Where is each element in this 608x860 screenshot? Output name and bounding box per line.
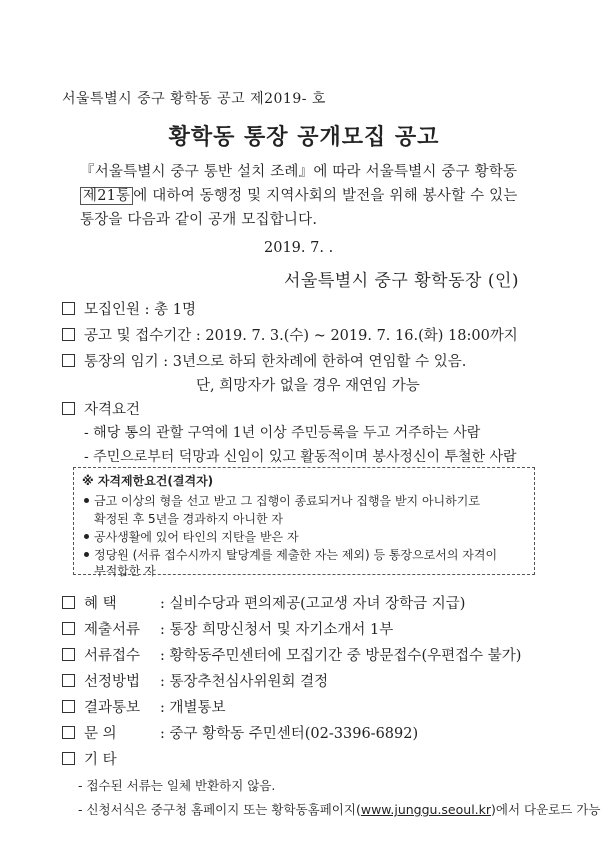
intro-line-2-text: 에 대하여 동행정 및 지역사회의 발전을 위해 봉사할 수 있는 <box>133 188 518 204</box>
item-etc <box>62 748 117 769</box>
checkbox-icon <box>62 674 75 687</box>
term-text-2: 단, 희망자가 없을 경우 재연임 가능 <box>196 378 420 394</box>
item-receipt <box>62 644 521 665</box>
checkbox-icon <box>62 622 75 635</box>
checkbox-icon <box>62 700 75 713</box>
documents-label: 제출서류 <box>84 622 141 638</box>
bullet-icon <box>84 552 89 557</box>
benefit-value: : 실비수당과 편의제공(고교생 자녀 장학금 지급) <box>160 596 466 612</box>
notice-number: 서울특별시 중구 황학동 공고 제2019- 호 <box>62 91 326 107</box>
checkbox-icon <box>62 402 75 415</box>
qualification-heading: 자격요건 <box>84 402 141 418</box>
item-qualification <box>62 398 140 419</box>
item-term <box>62 350 466 371</box>
documents-value: : 통장 희망신청서 및 자기소개서 1부 <box>160 622 394 638</box>
checkbox-icon <box>62 596 75 609</box>
restriction-item-3: 정당원 (서류 접수시까지 탈당계를 제출한 자는 제외) 등 통장으로서의 자격이 <box>84 546 497 563</box>
period-text: 공고 및 접수기간 : 2019. 7. 3.(수) ~ 2019. 7. 16.(화) 18:00까지 <box>84 328 518 344</box>
benefit-label: 혜 택 <box>84 596 117 612</box>
inquiry-label: 문 의 <box>84 726 117 742</box>
restriction-item-1: 금고 이상의 형을 선고 받고 그 집행이 종료되거나 집행을 받지 아니하기로 <box>84 492 480 509</box>
checkbox-icon <box>62 752 75 765</box>
term-text: 통장의 임기 : 3년으로 하되 한차례에 한하여 연임할 수 있음. <box>84 354 467 370</box>
qualification-2: - 주민으로부터 덕망과 신임이 있고 활동적이며 봉사정신이 투철한 사람 <box>84 449 517 465</box>
item-result <box>62 696 226 717</box>
selection-value: : 통장추천심사위원회 결정 <box>160 674 329 690</box>
footer-note-2: - 신청서식은 중구청 홈페이지 또는 황학동홈페이지(www.junggu.seoul.kr)에서 다운로드 가능 <box>78 802 601 817</box>
item-selection <box>62 670 328 691</box>
item-inquiry <box>62 722 418 743</box>
intro-line-2 <box>80 184 518 205</box>
issuer: 서울특별시 중구 황학동장 (인) <box>284 271 520 291</box>
checkbox-icon <box>62 648 75 661</box>
restriction-item-3-cont: 부적합한 자 <box>94 564 156 578</box>
intro-line-3: 통장을 다음과 같이 공개 모집합니다. <box>80 212 318 228</box>
item-documents <box>62 618 393 639</box>
inquiry-value: : 중구 황학동 주민센터(02-3396-6892) <box>160 726 419 742</box>
checkbox-icon <box>62 302 75 315</box>
etc-label: 기 타 <box>84 752 117 768</box>
item-benefit <box>62 592 465 613</box>
restriction-item-2: 공사생활에 있어 타인의 지탄을 받은 자 <box>84 528 299 545</box>
bullet-icon <box>84 534 89 539</box>
result-value: : 개별통보 <box>160 700 226 716</box>
result-label: 결과통보 <box>84 700 141 716</box>
bullet-icon <box>84 498 89 503</box>
checkbox-icon <box>62 726 75 739</box>
receipt-value: : 황학동주민센터에 모집기간 중 방문접수(우편접수 불가) <box>160 648 522 664</box>
selection-label: 선정방법 <box>84 674 141 690</box>
homepage-link[interactable]: www.junggu.seoul.kr <box>360 802 492 817</box>
checkbox-icon <box>62 354 75 367</box>
checkbox-icon <box>62 328 75 341</box>
qualification-1: - 해당 통의 관할 구역에 1년 이상 주민등록을 두고 거주하는 사람 <box>84 425 481 441</box>
intro-line-1: 『서울특별시 중구 통반 설치 조례』에 따라 서울특별시 중구 황학동 <box>80 164 518 180</box>
footer-note-1: - 접수된 서류는 일체 반환하지 않음. <box>78 778 276 793</box>
restriction-title: ※ 자격제한요건(결격자) <box>82 474 214 488</box>
notice-date: 2019. 7. . <box>264 240 334 256</box>
receipt-label: 서류접수 <box>84 648 141 664</box>
item-period <box>62 324 518 345</box>
restriction-item-1-cont: 확정된 후 5년을 경과하지 아니한 자 <box>94 512 283 526</box>
recruit-text: 모집인원 : 총 1명 <box>84 302 196 318</box>
item-recruit <box>62 298 196 319</box>
page-title: 황학동 통장 공개모집 공고 <box>168 125 440 150</box>
district-number: 제21통 <box>80 187 133 205</box>
